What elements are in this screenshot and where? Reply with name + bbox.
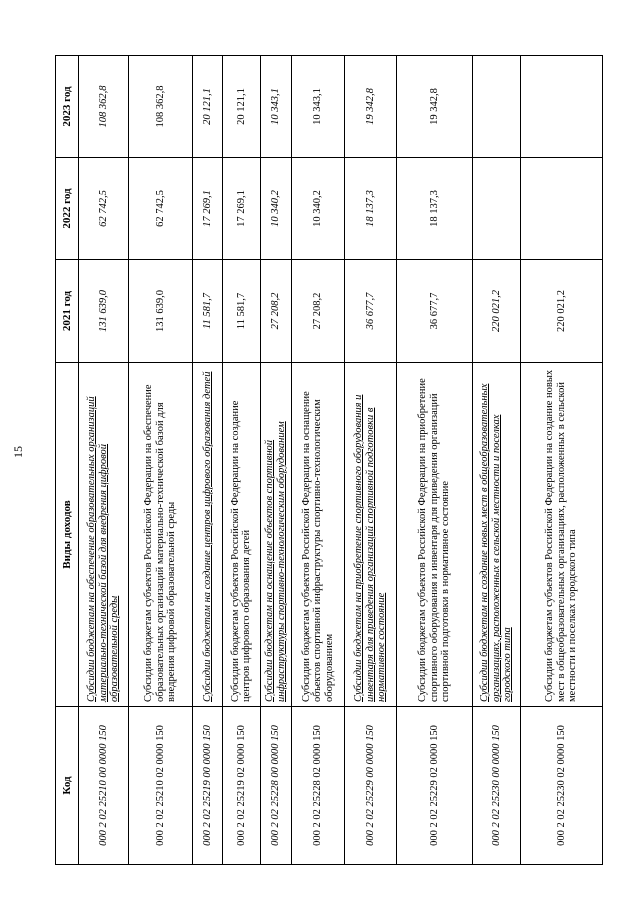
row-code: 000 2 02 25219 02 0000 150 [223,707,260,865]
header-2023: 2023 год [56,56,79,158]
row-2023: 19 342,8 [397,56,472,158]
table-row [397,56,472,865]
table-row [292,56,345,865]
row-2021: 27 208,2 [292,260,345,363]
row-2023: 10 343,1 [260,56,292,158]
table-row [472,56,520,865]
table-header-row [56,56,79,865]
row-2021: 131 639,0 [79,260,129,363]
row-code: 000 2 02 25219 00 0000 150 [192,707,223,865]
row-2022 [520,158,602,260]
row-2022: 62 742,5 [79,158,129,260]
row-2022: 18 137,3 [344,158,397,260]
row-2022: 10 340,2 [292,158,345,260]
row-code: 000 2 02 25228 02 0000 150 [292,707,345,865]
header-code: Код [56,707,79,865]
table-row [223,56,260,865]
row-2021: 11 581,7 [223,260,260,363]
revenue-table [55,55,603,865]
table-row [344,56,397,865]
row-code: 000 2 02 25229 02 0000 150 [397,707,472,865]
row-name: Субсидии бюджетам на оснащение объектов спортивной инфраструктуры спортивно-технологическим оборудованием [260,363,292,707]
row-name: Субсидии бюджетам субъектов Российской Федерации на приобретение спортивного оборудования и инвентаря для приведения организаций спортивной подготовки в нормативное состояние [397,363,472,707]
row-2023: 20 121,1 [223,56,260,158]
row-2022: 10 340,2 [260,158,292,260]
row-name: Субсидии бюджетам на создание новых мест в общеобразовательных организациях, расположенных в сельской местности и поселках городского типа [472,363,520,707]
row-2023 [472,56,520,158]
row-name: Субсидии бюджетам субъектов Российской Федерации на создание центров цифрового образования детей [223,363,260,707]
header-2022: 2022 год [56,158,79,260]
table-body [79,56,603,865]
row-code: 000 2 02 25229 00 0000 150 [344,707,397,865]
row-name: Субсидии бюджетам на создание центров цифрового образования детей [192,363,223,707]
row-2022: 18 137,3 [397,158,472,260]
row-2022: 17 269,1 [192,158,223,260]
row-code: 000 2 02 25230 00 0000 150 [472,707,520,865]
row-2023: 108 362,8 [129,56,192,158]
table-stage [55,56,603,865]
table-row [192,56,223,865]
row-2021: 220 021,2 [472,260,520,363]
row-2022: 62 742,5 [129,158,192,260]
row-code: 000 2 02 25210 02 0000 150 [129,707,192,865]
page-number: 15 [10,446,25,458]
row-name: Субсидии бюджетам на приобретение спортивного оборудования и инвентаря для приведения организаций спортивной подготовки в нормативное состояние [344,363,397,707]
row-code: 000 2 02 25228 00 0000 150 [260,707,292,865]
row-2022: 17 269,1 [223,158,260,260]
rotated-table-container [55,56,603,865]
header-name: Виды доходов [56,363,79,707]
row-2023: 108 362,8 [79,56,129,158]
table-row [79,56,129,865]
row-code: 000 2 02 25210 00 0000 150 [79,707,129,865]
row-code: 000 2 02 25230 02 0000 150 [520,707,602,865]
table-row [520,56,602,865]
row-name: Субсидии бюджетам субъектов Российской Федерации на обеспечение образовательных организаций материально-технической базой для внедрения цифровой образовательной среды [129,363,192,707]
row-2021: 36 677,7 [397,260,472,363]
row-2021: 27 208,2 [260,260,292,363]
row-2021: 36 677,7 [344,260,397,363]
row-2022 [472,158,520,260]
row-2023: 19 342,8 [344,56,397,158]
row-name: Субсидии бюджетам субъектов Российской Федерации на оснащение объектов спортивной инфраструктуры спортивно-технологическим оборудованием [292,363,345,707]
row-name: Субсидии бюджетам на обеспечение образовательных организаций материально-технической базой для внедрения цифровой образовательной среды [79,363,129,707]
row-2023: 20 121,1 [192,56,223,158]
table-row [129,56,192,865]
row-name: Субсидии бюджетам субъектов Российской Федерации на создание новых мест в общеобразовательных организациях, расположенных в сельской местности и поселках городского типа [520,363,602,707]
table-row [260,56,292,865]
header-2021: 2021 год [56,260,79,363]
row-2021: 11 581,7 [192,260,223,363]
row-2021: 220 021,2 [520,260,602,363]
row-2023: 10 343,1 [292,56,345,158]
row-2021: 131 639,0 [129,260,192,363]
row-2023 [520,56,602,158]
